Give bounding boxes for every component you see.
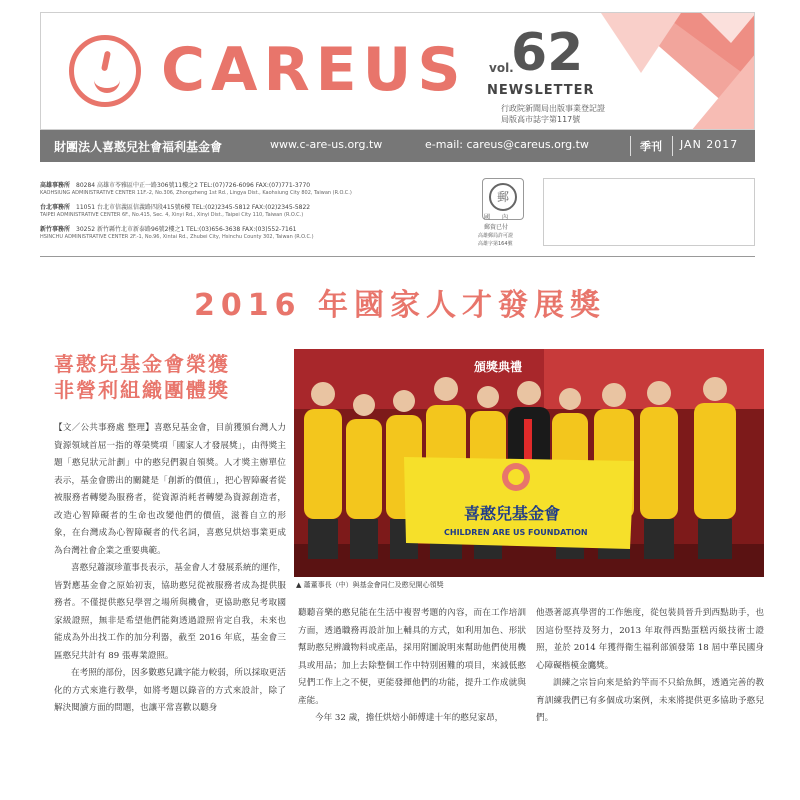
issue-date: JAN 2017 (680, 138, 739, 151)
divider (40, 256, 755, 257)
volume-label: vol. (489, 61, 514, 75)
address-label-box (543, 178, 755, 246)
registration-line-2: 局版高市誌字第117號 (501, 115, 581, 124)
photo-caption: ▲ 蕭董事長（中）與基金會同仁及憨兒開心領獎 (296, 581, 444, 589)
careus-logo-icon (69, 35, 141, 107)
office-address: 11051 台北市信義區信義路四段415號6樓 TEL:(02)2345-5812 FAX:(02)2345-5822 (76, 204, 311, 211)
postage-logo-icon: 郵 (489, 183, 517, 211)
office-hsinchu (40, 224, 314, 240)
divider (672, 136, 673, 156)
article-column-2 (298, 605, 526, 728)
postage-line-1: 國 內 (484, 214, 509, 221)
email-link[interactable]: e-mail: careus@careus.org.tw (425, 138, 589, 151)
newsletter-label: NEWSLETTER (487, 83, 595, 98)
article-paragraph: 訓練之宗旨向來是給釣竿而不只給魚餌，透過完善的教育訓練我們已有多個成功案例，未來將提供更多協助予憨兒們。 (536, 678, 764, 723)
brand-name: CAREUS (161, 35, 467, 105)
frequency-label: 季刊 (640, 140, 662, 153)
article-subtitle-line-1: 喜憨兒基金會榮獲 (54, 352, 230, 376)
organization-name: 財團法人喜憨兒社會福利基金會 (54, 140, 223, 154)
article-paragraph: 喜憨兒蕭淑珍董事長表示，基金會人才發展系統的運作，皆對應基金會之原始初衷，協助憨兒從被服務者成為提供服務者。不僅提供憨兒學習之場所與機會，更協助憨兒考取國家級證照，無非是希望他們能夠透過證照肯定自我，未來也能成為外出找工作的加分利器，截至 2016 年底，基金會三區憨兒共計有 89 張專業證照。 (54, 563, 286, 661)
postage-line-3: 高雄郵局許可證 (478, 233, 514, 239)
office-name: 台北事務所 (40, 204, 71, 211)
postage-line-4: 高雄字第164號 (478, 241, 513, 247)
article-paragraph: 在考照的部份，因多數憨兒識字能力較弱，所以採取更活化的方式來進行教學，如將考題以錄音的方式來設計，除了解決閱讀方面的問題，也讓平常喜歡以聽身 (54, 668, 286, 713)
office-address: 30252 新竹縣竹北市新泰路96號2樓之1 TEL:(03)656-3638 FAX:(03)552-7161 (76, 226, 297, 233)
office-english: TAIPEI ADMINISTRATIVE CENTER 6F., No.415, Sec. 4, Xinyi Rd., Xinyi Dist., Taipei City 110, Taiwan (R.O.C.) (40, 212, 304, 218)
article-paragraph: 今年 32 歲，擔任烘焙小師傅達十年的憨兒家昂， (315, 713, 504, 723)
office-name: 新竹事務所 (40, 226, 71, 233)
article-column-1 (54, 420, 286, 718)
article-paragraph: 他憑著認真學習的工作態度，從包裝員晉升到西點助手，也因這份堅持及努力，2013 年取得西點蛋糕丙級技術士證照，並於 2014 年獲得衛生福利部頒發第 18 屆中華民國身心障礙楷模金鷹獎。 (536, 608, 764, 671)
article-paragraph: 【文／公共事務處 整理】喜憨兒基金會，目前獲頒台灣人力資源領域首屈一指的尊榮獎項「國家人才發展獎」，由得獎主題「憨兒狀元計劃」中的憨兒們親自領獎。人才獎主辦單位表示，基金會勝出的關鍵是「創新的價值」，把心智障礙者從被服務者轉變為服務者，從資源消耗者轉變為資源創造者，改造心智障礙者的生命也改變他們的價值，滋養自立的形象，在台灣成為心智障礙者的代名詞，喜憨兒烘焙事業更成為台灣社會企業之重要典範。 (54, 423, 286, 556)
info-bar (40, 130, 755, 162)
banner-text: 喜憨兒基金會 (464, 504, 561, 523)
article-paragraph: 聽聽音樂的憨兒能在生活中複習考題的內容，而在工作培訓方面，透過職務再設計加上輔具的方式，如利用加色、形狀幫助憨兒辨識物料或產品，採用附圖說明來幫助他們使用機具或用品；加上去除整個工作中特別困難的項目，來減低憨兒們工作上之不便，更能發揮他們的功能，提升工作成就與產能。 (298, 608, 526, 706)
divider (630, 136, 631, 156)
registration-line-1: 行政院新聞局出版事業登記證 (501, 104, 605, 113)
article-subtitle-line-2: 非營利組織團體獎 (54, 378, 230, 402)
postage-line-2: 郵資已付 (484, 224, 509, 231)
article-column-3 (536, 605, 764, 728)
masthead (40, 12, 755, 130)
office-name: 高雄事務所 (40, 182, 71, 189)
office-kaohsiung (40, 180, 352, 196)
award-ceremony-photo (294, 349, 764, 577)
office-address: 80284 高雄市苓雅區中正一路306號11樓之2 TEL:(07)726-6096 FAX:(07)771-3770 (76, 182, 311, 189)
issue-number: 62 (511, 23, 584, 83)
article-headline: 2016 年國家人才發展獎 (194, 288, 606, 323)
office-taipei (40, 202, 310, 218)
office-english: HSINCHU ADMINISTRATIVE CENTER 2F.-1, No.96, Xintai Rd., Zhubei City, Hsinchu County 302, Taiwan (R.O.C.) (40, 234, 314, 240)
banner-english: CHILDREN ARE US FOUNDATION (444, 528, 588, 537)
stage-text: 頒獎典禮 (474, 360, 523, 374)
office-english: KAOHSIUNG ADMINISTRATIVE CENTER 11F.-2, No.306, Zhongzheng 1st Rd., Lingya Dist., Kaohsiung City 802, Taiwan (R.O.C.) (40, 190, 352, 196)
website-link[interactable]: www.c-are-us.org.tw (270, 138, 383, 151)
decorative-triangles-icon (601, 13, 755, 130)
